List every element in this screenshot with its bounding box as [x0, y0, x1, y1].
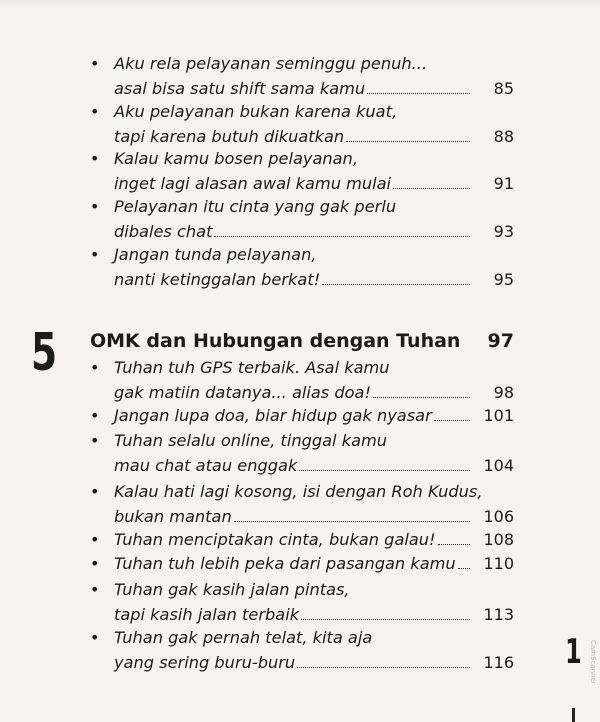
bullet-icon: • [90, 358, 100, 377]
chapter-page: 97 [487, 330, 514, 352]
entry-line1: Aku rela pelayanan seminggu penuh... [114, 54, 428, 73]
entry-line2: gak matiin datanya... alias doa! [114, 383, 371, 402]
entry-page: 101 [483, 406, 514, 425]
bullet-icon: • [90, 530, 100, 549]
entry-page: 110 [483, 554, 514, 573]
entry-page: 106 [483, 507, 514, 526]
entry-line2: bukan mantan [114, 507, 232, 526]
dot-leader [322, 283, 470, 285]
entry-page: 113 [483, 605, 514, 624]
entry-page: 85 [493, 79, 514, 98]
entry-line1: Tuhan gak kasih jalan pintas, [114, 580, 350, 599]
dot-leader [299, 469, 470, 471]
entry-line2: Tuhan menciptakan cinta, bukan galau! [114, 530, 436, 549]
entry-line1: Pelayanan itu cinta yang gak perlu [114, 197, 397, 216]
dot-leader [297, 666, 470, 668]
chapter-heading [90, 330, 514, 352]
dot-leader [234, 520, 470, 522]
bullet-icon: • [90, 580, 100, 599]
entry-page: 116 [483, 653, 514, 672]
dot-leader [346, 140, 470, 142]
entry-page: 104 [483, 456, 514, 475]
dot-leader [434, 419, 470, 421]
entry-line2: tapi kasih jalan terbaik [114, 605, 300, 624]
entry-line1: Jangan tunda pelayanan, [114, 245, 317, 264]
bullet-icon: • [90, 102, 100, 121]
entry-line2: tapi karena butuh dikuatkan [114, 127, 345, 146]
dot-leader [214, 235, 470, 237]
chapter-number: 5 [31, 323, 56, 383]
entry-line1: Tuhan selalu online, tinggal kamu [114, 431, 388, 450]
bullet-icon: • [90, 406, 100, 425]
chapter-title: OMK dan Hubungan dengan Tuhan [90, 330, 461, 352]
dot-leader [367, 92, 470, 94]
page-edge-bar [572, 708, 575, 722]
bullet-icon: • [90, 554, 100, 573]
entry-page: 93 [493, 222, 514, 241]
bullet-icon: • [90, 54, 100, 73]
bullet-icon: • [90, 149, 100, 168]
entry-line1: Kalau kamu bosen pelayanan, [114, 149, 358, 168]
dot-leader [438, 543, 470, 545]
entry-line2: Jangan lupa doa, biar hidup gak nyasar [114, 406, 432, 425]
entry-line2: inget lagi alasan awal kamu mulai [114, 174, 392, 193]
bullet-icon: • [90, 482, 100, 501]
entry-line2: mau chat atau enggak [114, 456, 298, 475]
entry-line1: Aku pelayanan bukan karena kuat, [114, 102, 398, 121]
bullet-icon: • [90, 245, 100, 264]
scanner-watermark: CamScanner [589, 640, 597, 685]
entry-page: 95 [493, 270, 514, 289]
entry-line1: Tuhan tuh GPS terbaik. Asal kamu [114, 358, 390, 377]
bullet-icon: • [90, 628, 100, 647]
entry-page: 98 [493, 383, 514, 402]
bullet-icon: • [90, 197, 100, 216]
entry-line1: Kalau hati lagi kosong, isi dengan Roh Kudus, [114, 482, 483, 501]
entry-line2: dibales chat [114, 222, 213, 241]
dot-leader [393, 187, 470, 189]
dot-leader [301, 618, 470, 620]
entry-page: 88 [493, 127, 514, 146]
entry-line2: nanti ketinggalan berkat! [114, 270, 321, 289]
entry-page: 108 [483, 530, 514, 549]
entry-page: 91 [493, 174, 514, 193]
bullet-icon: • [90, 431, 100, 450]
next-page-edge-glyph: 1 [565, 632, 582, 672]
entry-line1: Tuhan gak pernah telat, kita aja [114, 628, 373, 647]
entry-line2: yang sering buru-buru [114, 653, 296, 672]
page-top-shadow [0, 0, 600, 8]
dot-leader [373, 396, 470, 398]
entry-line2: asal bisa satu shift sama kamu [114, 79, 366, 98]
dot-leader [458, 567, 470, 569]
entry-line2: Tuhan tuh lebih peka dari pasangan kamu [114, 554, 456, 573]
